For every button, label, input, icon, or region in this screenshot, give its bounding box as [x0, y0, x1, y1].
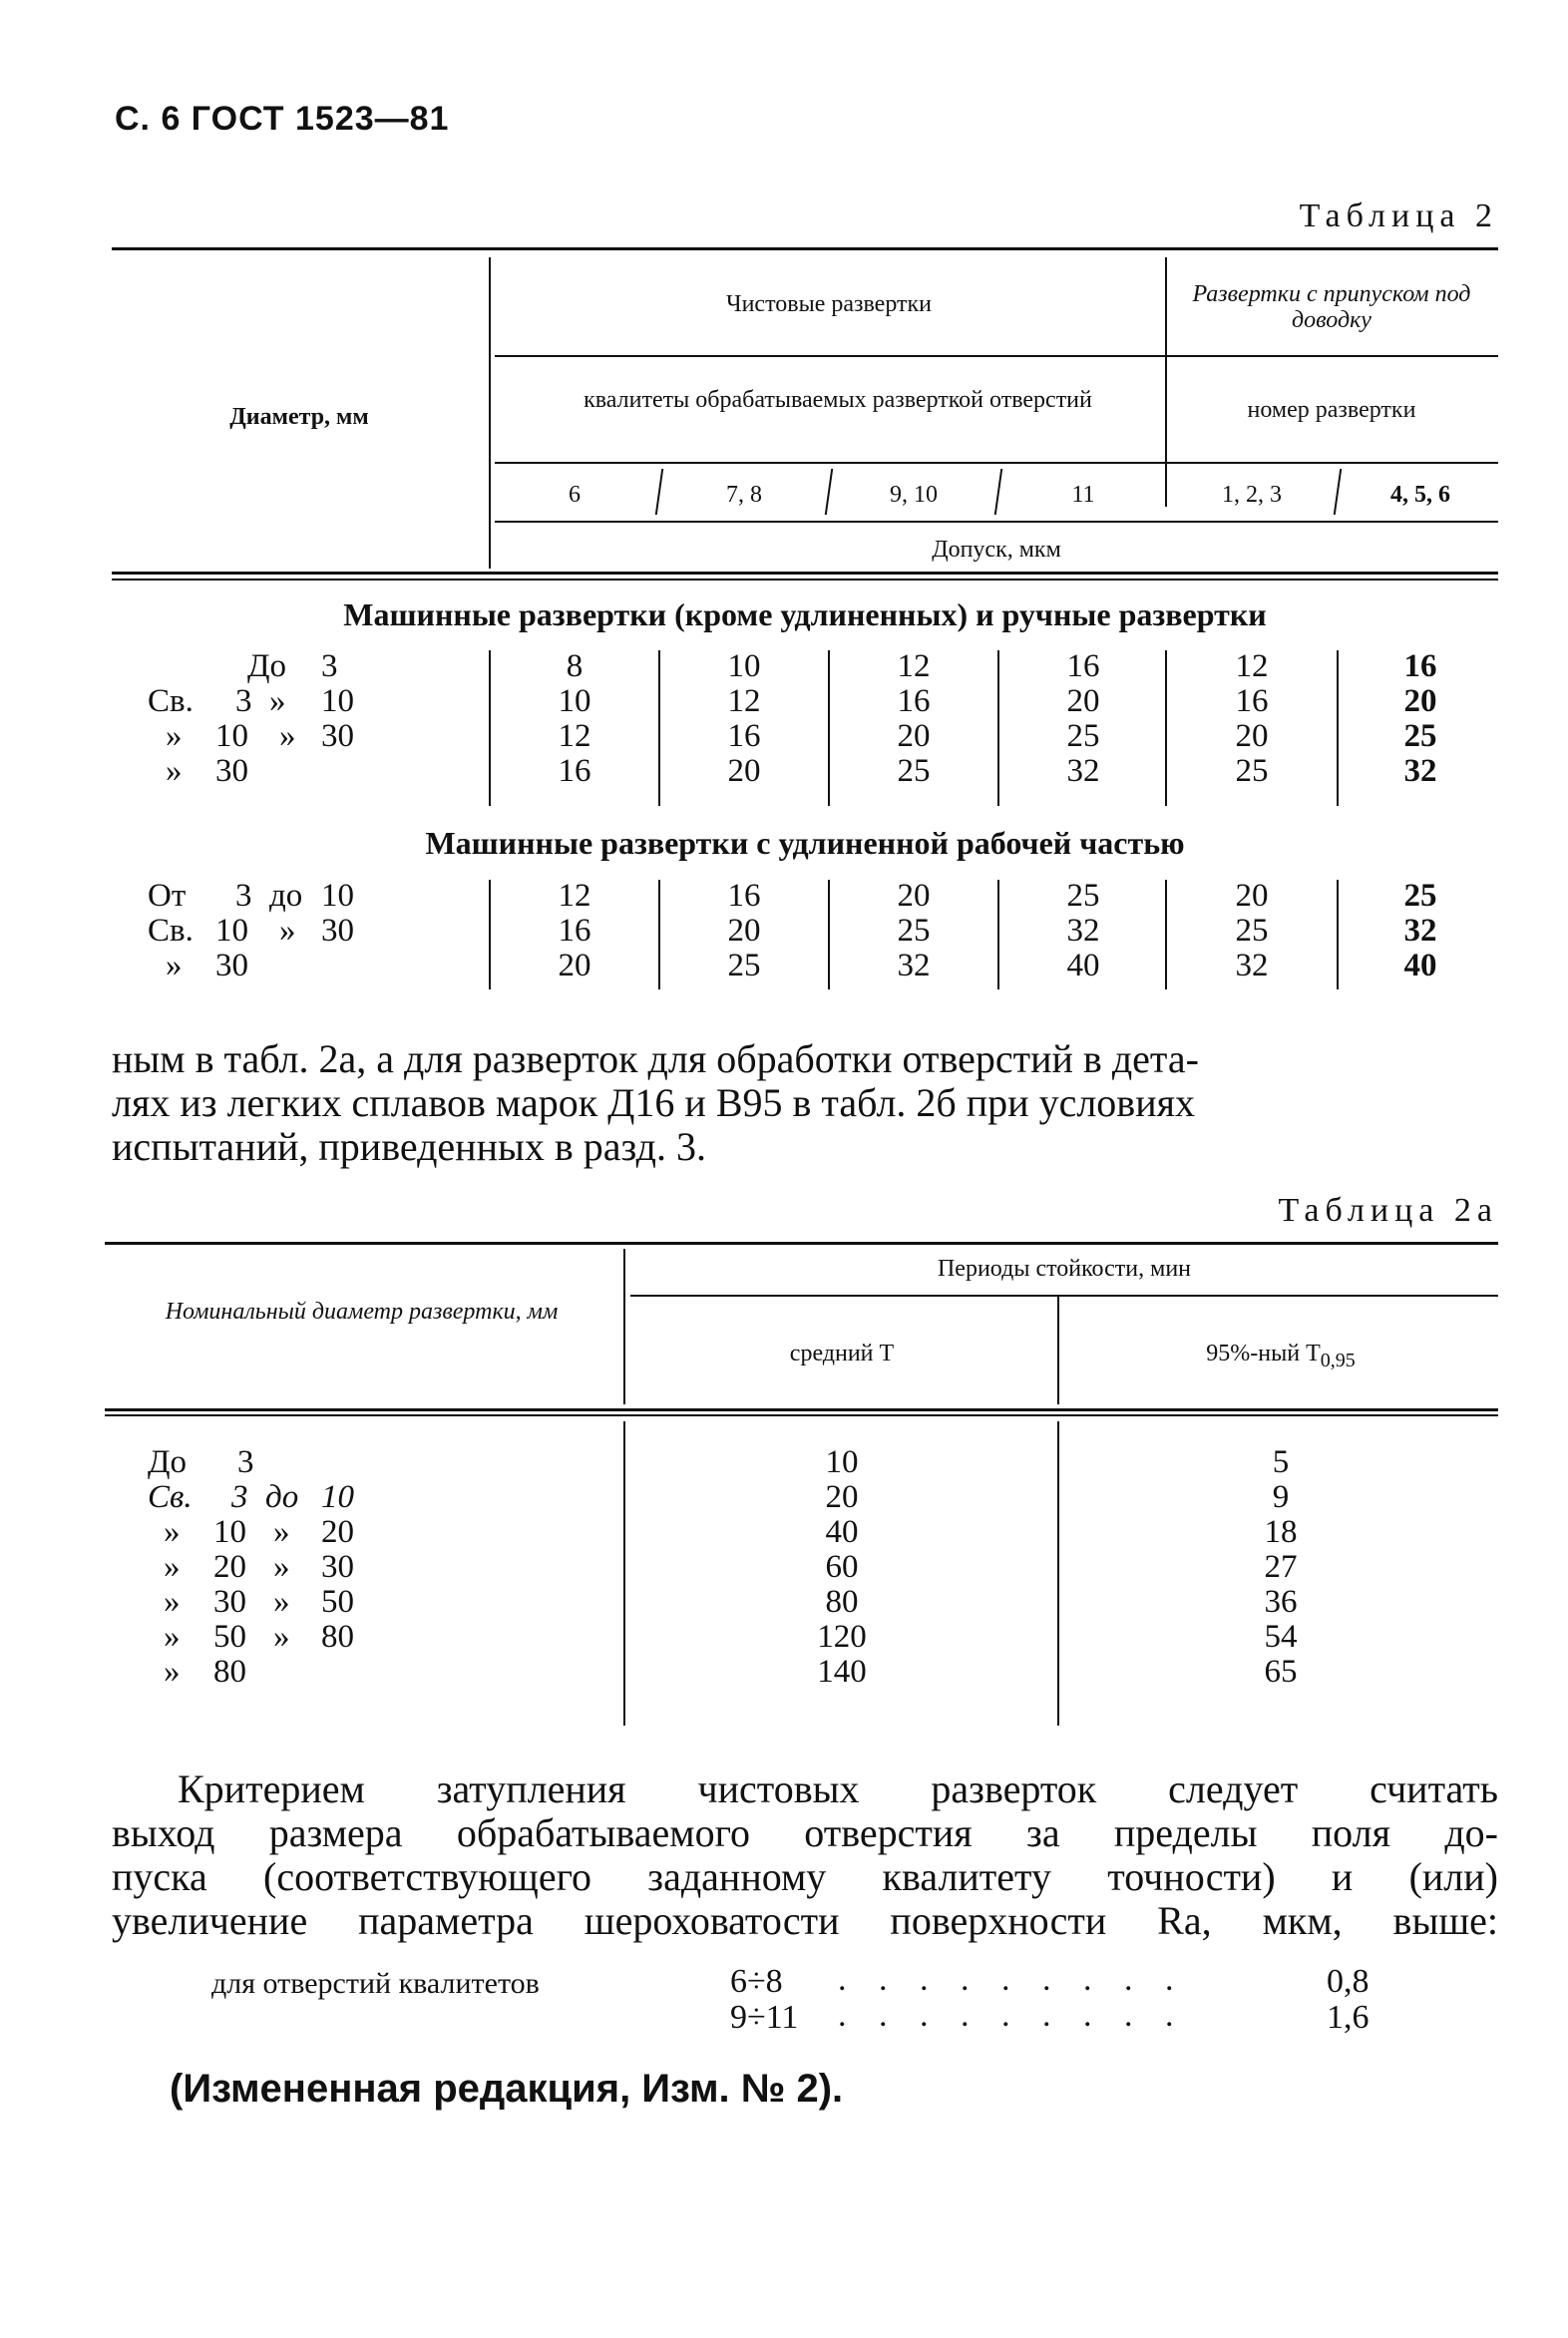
cell: 25 [897, 753, 931, 789]
roughness-label: для отверстий квалитетов [211, 1967, 540, 2000]
cell: 32 [1403, 753, 1437, 789]
diam-sep: до [269, 878, 303, 914]
amendment-note: (Измененная редакция, Изм. № 2). [170, 2067, 844, 2111]
diam-sep: » [273, 1514, 290, 1550]
table2a-col-mean: средний T [789, 1341, 895, 1366]
cell: 16 [897, 683, 931, 719]
diam-from: 30 [213, 1584, 246, 1620]
table2-col-9-10: 9, 10 [890, 482, 938, 508]
diam-prefix: Св. [148, 1479, 193, 1515]
table2-col-7-8: 7, 8 [726, 482, 762, 508]
diam-prefix: » [164, 1549, 181, 1585]
roughness-value: 1,6 [1327, 1999, 1370, 2036]
diam-to: 20 [321, 1514, 354, 1550]
diam-to: 30 [321, 718, 354, 754]
table2-caption: Таблица 2 [1299, 197, 1498, 234]
diam-prefix: » [166, 718, 183, 754]
roughness-range: 9÷11 [730, 1999, 799, 2036]
diam-to: 10 [321, 878, 354, 914]
table2a-col-95-label: 95%-ный T [1206, 1341, 1321, 1366]
cell: 12 [727, 683, 761, 719]
diam-from: 20 [213, 1549, 246, 1585]
cell: 40 [825, 1514, 859, 1550]
cell: 20 [897, 878, 931, 914]
diam-sep: » [269, 683, 286, 719]
cell: 16 [1403, 648, 1437, 684]
diam-from: 3 [235, 878, 252, 914]
diam-to: 10 [321, 1479, 354, 1515]
cell: 12 [1235, 648, 1269, 684]
diam-sep: » [279, 913, 296, 949]
cell: 16 [558, 753, 591, 789]
cell: 32 [1235, 948, 1269, 983]
cell: 10 [558, 683, 591, 719]
roughness-dots: . . . . . . . . . [838, 1997, 1186, 2034]
cell: 40 [1403, 948, 1437, 983]
cell: 25 [1403, 718, 1437, 754]
cell: 36 [1264, 1584, 1298, 1620]
table2-group-allowance: Развертки с припуском под доводку [1192, 281, 1471, 333]
cell: 25 [1066, 718, 1100, 754]
cell: 25 [727, 948, 761, 983]
diam-from: 10 [215, 718, 248, 754]
cell: 16 [727, 878, 761, 914]
roughness-value: 0,8 [1327, 1963, 1370, 2000]
diam-sep: до [265, 1479, 299, 1515]
cell: 120 [817, 1619, 867, 1655]
diam-prefix: » [166, 753, 183, 789]
cell: 20 [727, 913, 761, 949]
diam-sep: » [279, 718, 296, 754]
table2-sub-number: номер развертки [1247, 397, 1416, 423]
paragraph-line: пуска (соответствующего заданному квалитету точности) и (или) [112, 1854, 1498, 1899]
diam-prefix: » [164, 1619, 181, 1655]
cell: 8 [566, 648, 584, 684]
cell: 10 [825, 1444, 859, 1480]
diam-from: 3 [231, 1479, 248, 1515]
cell: 16 [1066, 648, 1100, 684]
cell: 25 [1235, 913, 1269, 949]
diam-from: 80 [213, 1654, 246, 1690]
diam-prefix: До [247, 648, 287, 684]
table2a-col-diameter: Номинальный диаметр развертки, мм [165, 1299, 559, 1325]
paragraph-line: лях из легких сплавов марок Д16 и В95 в табл. 2б при условиях [112, 1080, 1195, 1125]
paragraph-line: ным в табл. 2а, а для разверток для обработки отверстий в дета- [112, 1036, 1199, 1081]
table2-col-4-5-6: 4, 5, 6 [1390, 482, 1450, 508]
paragraph-line: выход размера обрабатываемого отверстия за пределы поля до- [112, 1810, 1498, 1855]
cell: 9 [1272, 1479, 1290, 1515]
diam-prefix: » [164, 1584, 181, 1620]
diam-prefix: » [164, 1654, 181, 1690]
cell: 12 [558, 718, 591, 754]
table2a-caption: Таблица 2а [1278, 1192, 1498, 1229]
diam-prefix: От [148, 878, 187, 914]
cell: 140 [817, 1654, 867, 1690]
table2-sub-quality: квалитеты обрабатываемых разверткой отверстий [584, 387, 1092, 413]
cell: 20 [727, 753, 761, 789]
cell: 40 [1066, 948, 1100, 983]
diam-from: 3 [321, 648, 338, 684]
diam-sep: » [273, 1619, 290, 1655]
cell: 20 [1235, 718, 1269, 754]
table2a-col-95-sub: 0,95 [1320, 1349, 1356, 1371]
diam-to: 80 [321, 1619, 354, 1655]
diam-to: 30 [321, 1549, 354, 1585]
diam-from: 10 [215, 913, 248, 949]
paragraph-line: увеличение параметра шероховатости поверхности Ra, мкм, выше: [112, 1898, 1498, 1943]
diam-from: 50 [213, 1619, 246, 1655]
paragraph-line: испытаний, приведенных в разд. 3. [112, 1124, 706, 1169]
diam-from: 3 [235, 683, 252, 719]
cell: 18 [1264, 1514, 1298, 1550]
cell: 20 [1235, 878, 1269, 914]
diam-to: 10 [321, 683, 354, 719]
cell: 16 [727, 718, 761, 754]
diam-sep: » [273, 1549, 290, 1585]
diam-from: 3 [237, 1444, 254, 1480]
cell: 32 [1066, 753, 1100, 789]
table2a-col-95 [1063, 1341, 1498, 1373]
cell: 12 [897, 648, 931, 684]
cell: 25 [1235, 753, 1269, 789]
roughness-range: 6÷8 [730, 1963, 783, 2000]
table2-section-1: Машинные развертки (кроме удлиненных) и ручные развертки [343, 596, 1267, 632]
cell: 20 [897, 718, 931, 754]
diam-prefix: » [164, 1514, 181, 1550]
cell: 16 [1235, 683, 1269, 719]
cell: 12 [558, 878, 591, 914]
diam-sep: » [273, 1584, 290, 1620]
table2a-group: Периоды стойкости, мин [937, 1256, 1192, 1282]
cell: 65 [1264, 1654, 1298, 1690]
cell: 54 [1264, 1619, 1298, 1655]
cell: 25 [1403, 878, 1437, 914]
diam-prefix: До [148, 1444, 188, 1480]
cell: 16 [558, 913, 591, 949]
cell: 20 [1066, 683, 1100, 719]
diam-from: 10 [213, 1514, 246, 1550]
table2-col-6: 6 [569, 482, 581, 508]
table2-tolerance-label: Допуск, мкм [932, 537, 1061, 563]
table2-col-1-2-3: 1, 2, 3 [1222, 482, 1282, 508]
roughness-dots: . . . . . . . . . [838, 1961, 1186, 1998]
paragraph-line: Критерием затупления чистовых разверток следует считать [178, 1766, 1498, 1811]
diam-from: 30 [215, 753, 248, 789]
cell: 32 [1066, 913, 1100, 949]
cell: 10 [727, 648, 761, 684]
diam-to: 30 [321, 913, 354, 949]
cell: 80 [825, 1584, 859, 1620]
diam-to: 50 [321, 1584, 354, 1620]
cell: 25 [897, 913, 931, 949]
cell: 5 [1272, 1444, 1290, 1480]
table2-section-2: Машинные развертки с удлиненной рабочей частью [425, 825, 1185, 861]
diam-prefix: » [166, 948, 183, 983]
cell: 20 [558, 948, 591, 983]
diam-prefix: Св. [148, 913, 194, 949]
cell: 20 [825, 1479, 859, 1515]
cell: 32 [1403, 913, 1437, 949]
cell: 27 [1264, 1549, 1298, 1585]
cell: 32 [897, 948, 931, 983]
cell: 60 [825, 1549, 859, 1585]
table2-group-finish: Чистовые развертки [725, 291, 933, 317]
page-header: С. 6 ГОСТ 1523—81 [115, 100, 450, 138]
diam-from: 30 [215, 948, 248, 983]
table2-col-11: 11 [1071, 482, 1095, 508]
diam-prefix: Св. [148, 683, 194, 719]
cell: 25 [1066, 878, 1100, 914]
cell: 20 [1403, 683, 1437, 719]
table2-col-diameter: Диаметр, мм [229, 404, 369, 430]
